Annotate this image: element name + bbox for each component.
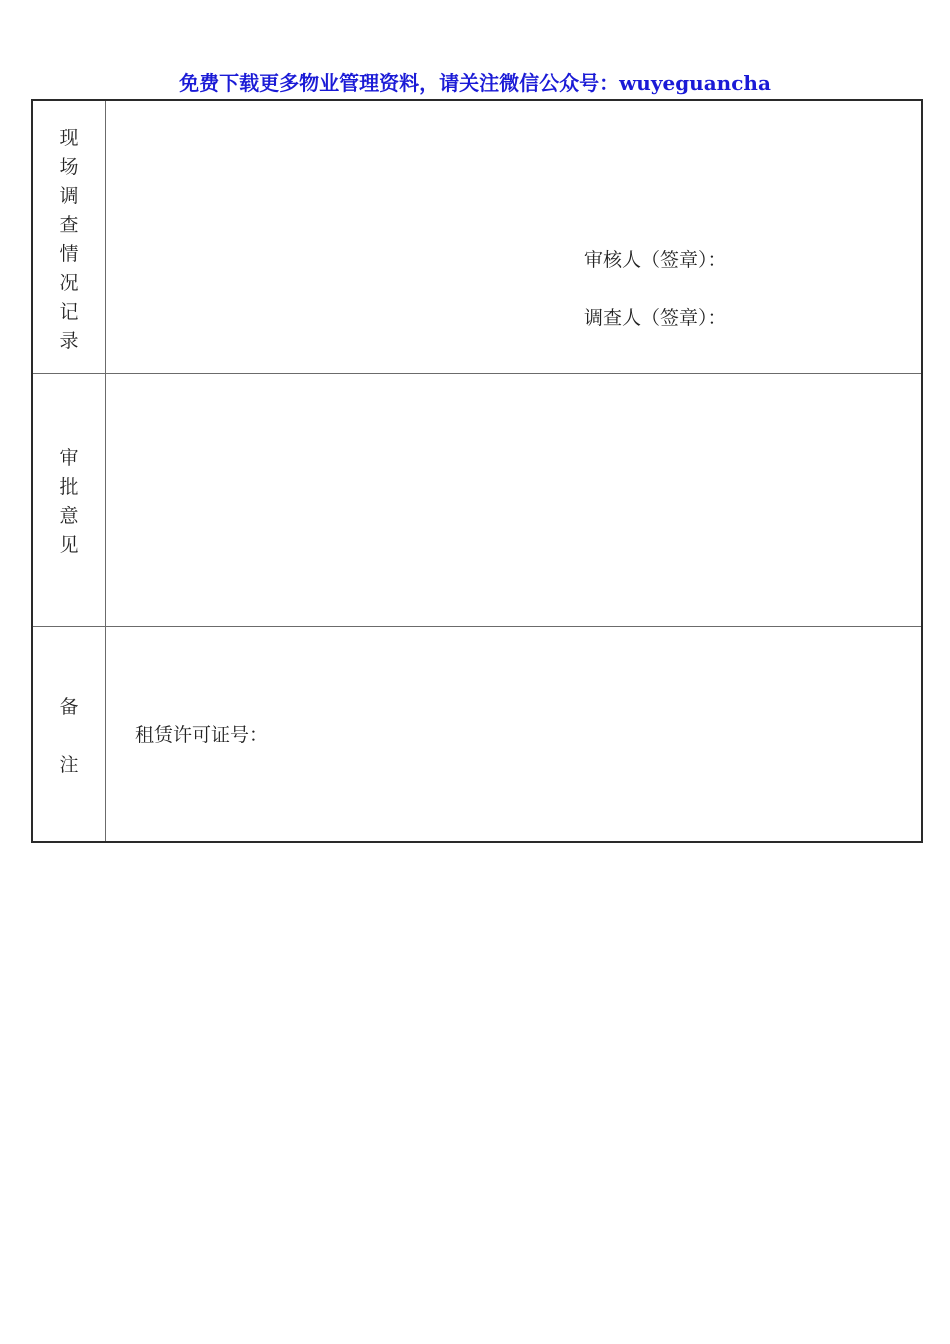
survey-label-char: 现 bbox=[59, 127, 79, 149]
label-column-divider bbox=[105, 101, 106, 841]
survey-label-char: 调 bbox=[59, 185, 79, 207]
approval-label-char: 见 bbox=[59, 534, 79, 556]
remark-row-label bbox=[33, 678, 105, 794]
form-table bbox=[31, 99, 923, 843]
investigator-signature-label: 调查人（签章）： bbox=[584, 307, 727, 329]
survey-label-char: 记 bbox=[59, 301, 79, 323]
reviewer-signature-label: 审核人（签章）： bbox=[584, 249, 727, 271]
approval-label-char: 审 bbox=[59, 447, 79, 469]
lease-license-number-label: 租赁许可证号： bbox=[135, 724, 269, 746]
row-divider bbox=[33, 626, 921, 627]
row-divider bbox=[33, 373, 921, 374]
survey-label-char: 情 bbox=[59, 243, 79, 265]
header-banner: 免费下载更多物业管理资料，请关注微信公众号：wuyeguancha bbox=[179, 71, 771, 95]
survey-label-char: 查 bbox=[59, 214, 79, 236]
survey-label-char: 场 bbox=[59, 156, 79, 178]
approval-label-char: 意 bbox=[59, 505, 79, 527]
survey-label-char: 录 bbox=[59, 330, 79, 352]
survey-row-label bbox=[33, 124, 105, 356]
survey-label-char: 况 bbox=[59, 272, 79, 294]
remark-label-char: 备 bbox=[59, 696, 79, 718]
approval-label-char: 批 bbox=[59, 476, 79, 498]
approval-row-label bbox=[33, 444, 105, 560]
remark-label-char: 注 bbox=[59, 754, 79, 776]
